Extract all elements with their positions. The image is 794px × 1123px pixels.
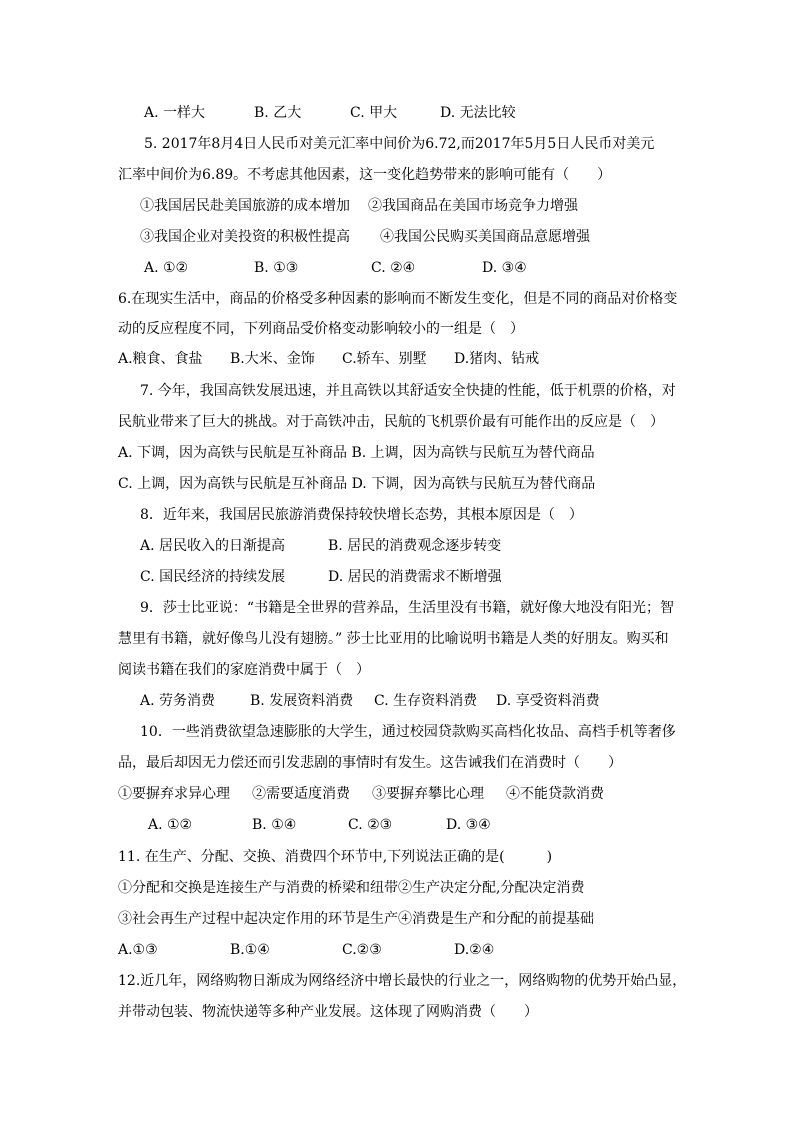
q10-stem-line1: 10．一些消费欲望急速膨胀的大学生，通过校园贷款购买高档化妆品、高档手机等奢侈 (140, 724, 676, 740)
q8-stem: 8．近年来，我国居民旅游消费保持较快增长态势，其根本原因是（ ） (140, 507, 583, 523)
q8-option-d: D. 居民的消费需求不断增强 (328, 569, 502, 585)
q11-stem: 11. 在生产、分配、交换、消费四个环节中,下列说法正确的是( ) (118, 849, 553, 865)
q9-option-d: D. 享受资料消费 (496, 693, 600, 709)
q9-stem-line3: 阅读书籍在我们的家庭消费中属于（ ） (118, 662, 370, 678)
q7-stem-line2: 民航业带来了巨大的挑战。对于高铁冲击，民航的飞机票价最有可能作出的反应是（ ） (118, 414, 664, 430)
q5-stem-line1: 5. 2017年8月4日人民币对美元汇率中间价为6.72,而2017年5月5日人民币对美元 (144, 136, 655, 152)
q6-option-d: D.猪肉、钻戒 (454, 351, 540, 367)
q6-option-b: B.大米、金饰 (230, 351, 315, 367)
q4-option-c: C. 甲大 (350, 105, 398, 121)
q10-statement-4: ④不能贷款消费 (506, 786, 604, 802)
q11-option-a: A.①③ (118, 942, 158, 958)
q5-statement-1: ①我国居民赴美国旅游的成本增加 (140, 198, 350, 214)
q9-option-b: B. 发展资料消费 (250, 693, 354, 709)
q10-stem-line2: 品，最后却因无力偿还而引发悲剧的事情时有发生。这告诫我们在消费时（ ） (118, 755, 622, 771)
q10-statement-3: ③要摒弃攀比心理 (372, 786, 484, 802)
q6-stem-line1: 6.在现实生活中，商品的价格受多种因素的影响而不断发生变化，但是不同的商品对价格变 (118, 291, 678, 307)
q5-option-a: A. ①② (144, 260, 189, 276)
q7-options-line1: A. 下调，因为高铁与民航是互补商品 B. 上调，因为高铁与民航互为替代商品 (118, 445, 595, 461)
q8-option-c: C. 国民经济的持续发展 (140, 569, 286, 585)
q10-option-d: D. ③④ (446, 817, 491, 833)
q4-option-d: D. 无法比较 (440, 105, 516, 121)
q4-option-a: A. 一样大 (144, 105, 206, 121)
q5-stem-line2: 汇率中间价为6.89。不考虑其他因素，这一变化趋势带来的影响可能有（ ） (118, 167, 612, 183)
q11-option-c: C.②③ (342, 942, 382, 958)
q10-option-c: C. ②③ (348, 817, 393, 833)
q4-option-b: B. 乙大 (254, 105, 302, 121)
q12-stem-line1: 12.近几年，网络购物日渐成为网络经济中增长最快的行业之一，网络购物的优势开始凸显， (118, 973, 687, 989)
q5-option-c: C. ②④ (371, 260, 416, 276)
q9-stem-line2: 慧里有书籍，就好像鸟儿没有翅膀。” 莎士比亚用的比喻说明书籍是人类的好朋友。购买和 (118, 631, 669, 647)
q9-option-c: C. 生存资料消费 (374, 693, 478, 709)
q5-option-d: D. ③④ (482, 260, 527, 276)
q11-statements-line2: ③社会再生产过程中起决定作用的环节是生产④消费是生产和分配的前提基础 (118, 911, 594, 927)
q10-statement-1: ①要摒弃求异心理 (118, 786, 230, 802)
q10-statement-2: ②需要适度消费 (252, 786, 350, 802)
q8-option-a: A. 居民收入的日渐提高 (140, 538, 286, 554)
q8-option-b: B. 居民的消费观念逐步转变 (328, 538, 502, 554)
q7-options-line2: C. 上调，因为高铁与民航是互补商品 D. 下调，因为高铁与民航互为替代商品 (118, 476, 596, 492)
q10-option-a: A. ①② (148, 817, 193, 833)
q10-option-b: B. ①④ (252, 817, 297, 833)
q7-stem-line1: 7. 今年，我国高铁发展迅速，并且高铁以其舒适安全快捷的性能，低于机票的价格，对 (140, 383, 676, 399)
q11-statements-line1: ①分配和交换是连接生产与消费的桥梁和纽带②生产决定分配,分配决定消费 (118, 880, 585, 896)
q5-statement-3: ③我国企业对美投资的积极性提高 (140, 229, 350, 245)
q5-option-b: B. ①③ (254, 260, 299, 276)
q5-statement-2: ②我国商品在美国市场竞争力增强 (368, 198, 578, 214)
q6-option-a: A.粮食、食盐 (118, 351, 203, 367)
q5-statement-4: ④我国公民购买美国商品意愿增强 (380, 229, 590, 245)
q11-option-d: D.②④ (454, 942, 495, 958)
q9-stem-line1: 9．莎士比亚说：“书籍是全世界的营养品，生活里没有书籍，就好像大地没有阳光；智 (140, 600, 675, 616)
q12-stem-line2: 并带动包装、物流快递等多种产业发展。这体现了网购消费（ ） (118, 1004, 538, 1020)
q9-option-a: A. 劳务消费 (140, 693, 216, 709)
q6-option-c: C.轿车、别墅 (342, 351, 427, 367)
q6-stem-line2: 动的反应程度不同，下列商品受价格变动影响较小的一组是（ ） (118, 321, 524, 337)
q11-option-b: B.①④ (230, 942, 270, 958)
